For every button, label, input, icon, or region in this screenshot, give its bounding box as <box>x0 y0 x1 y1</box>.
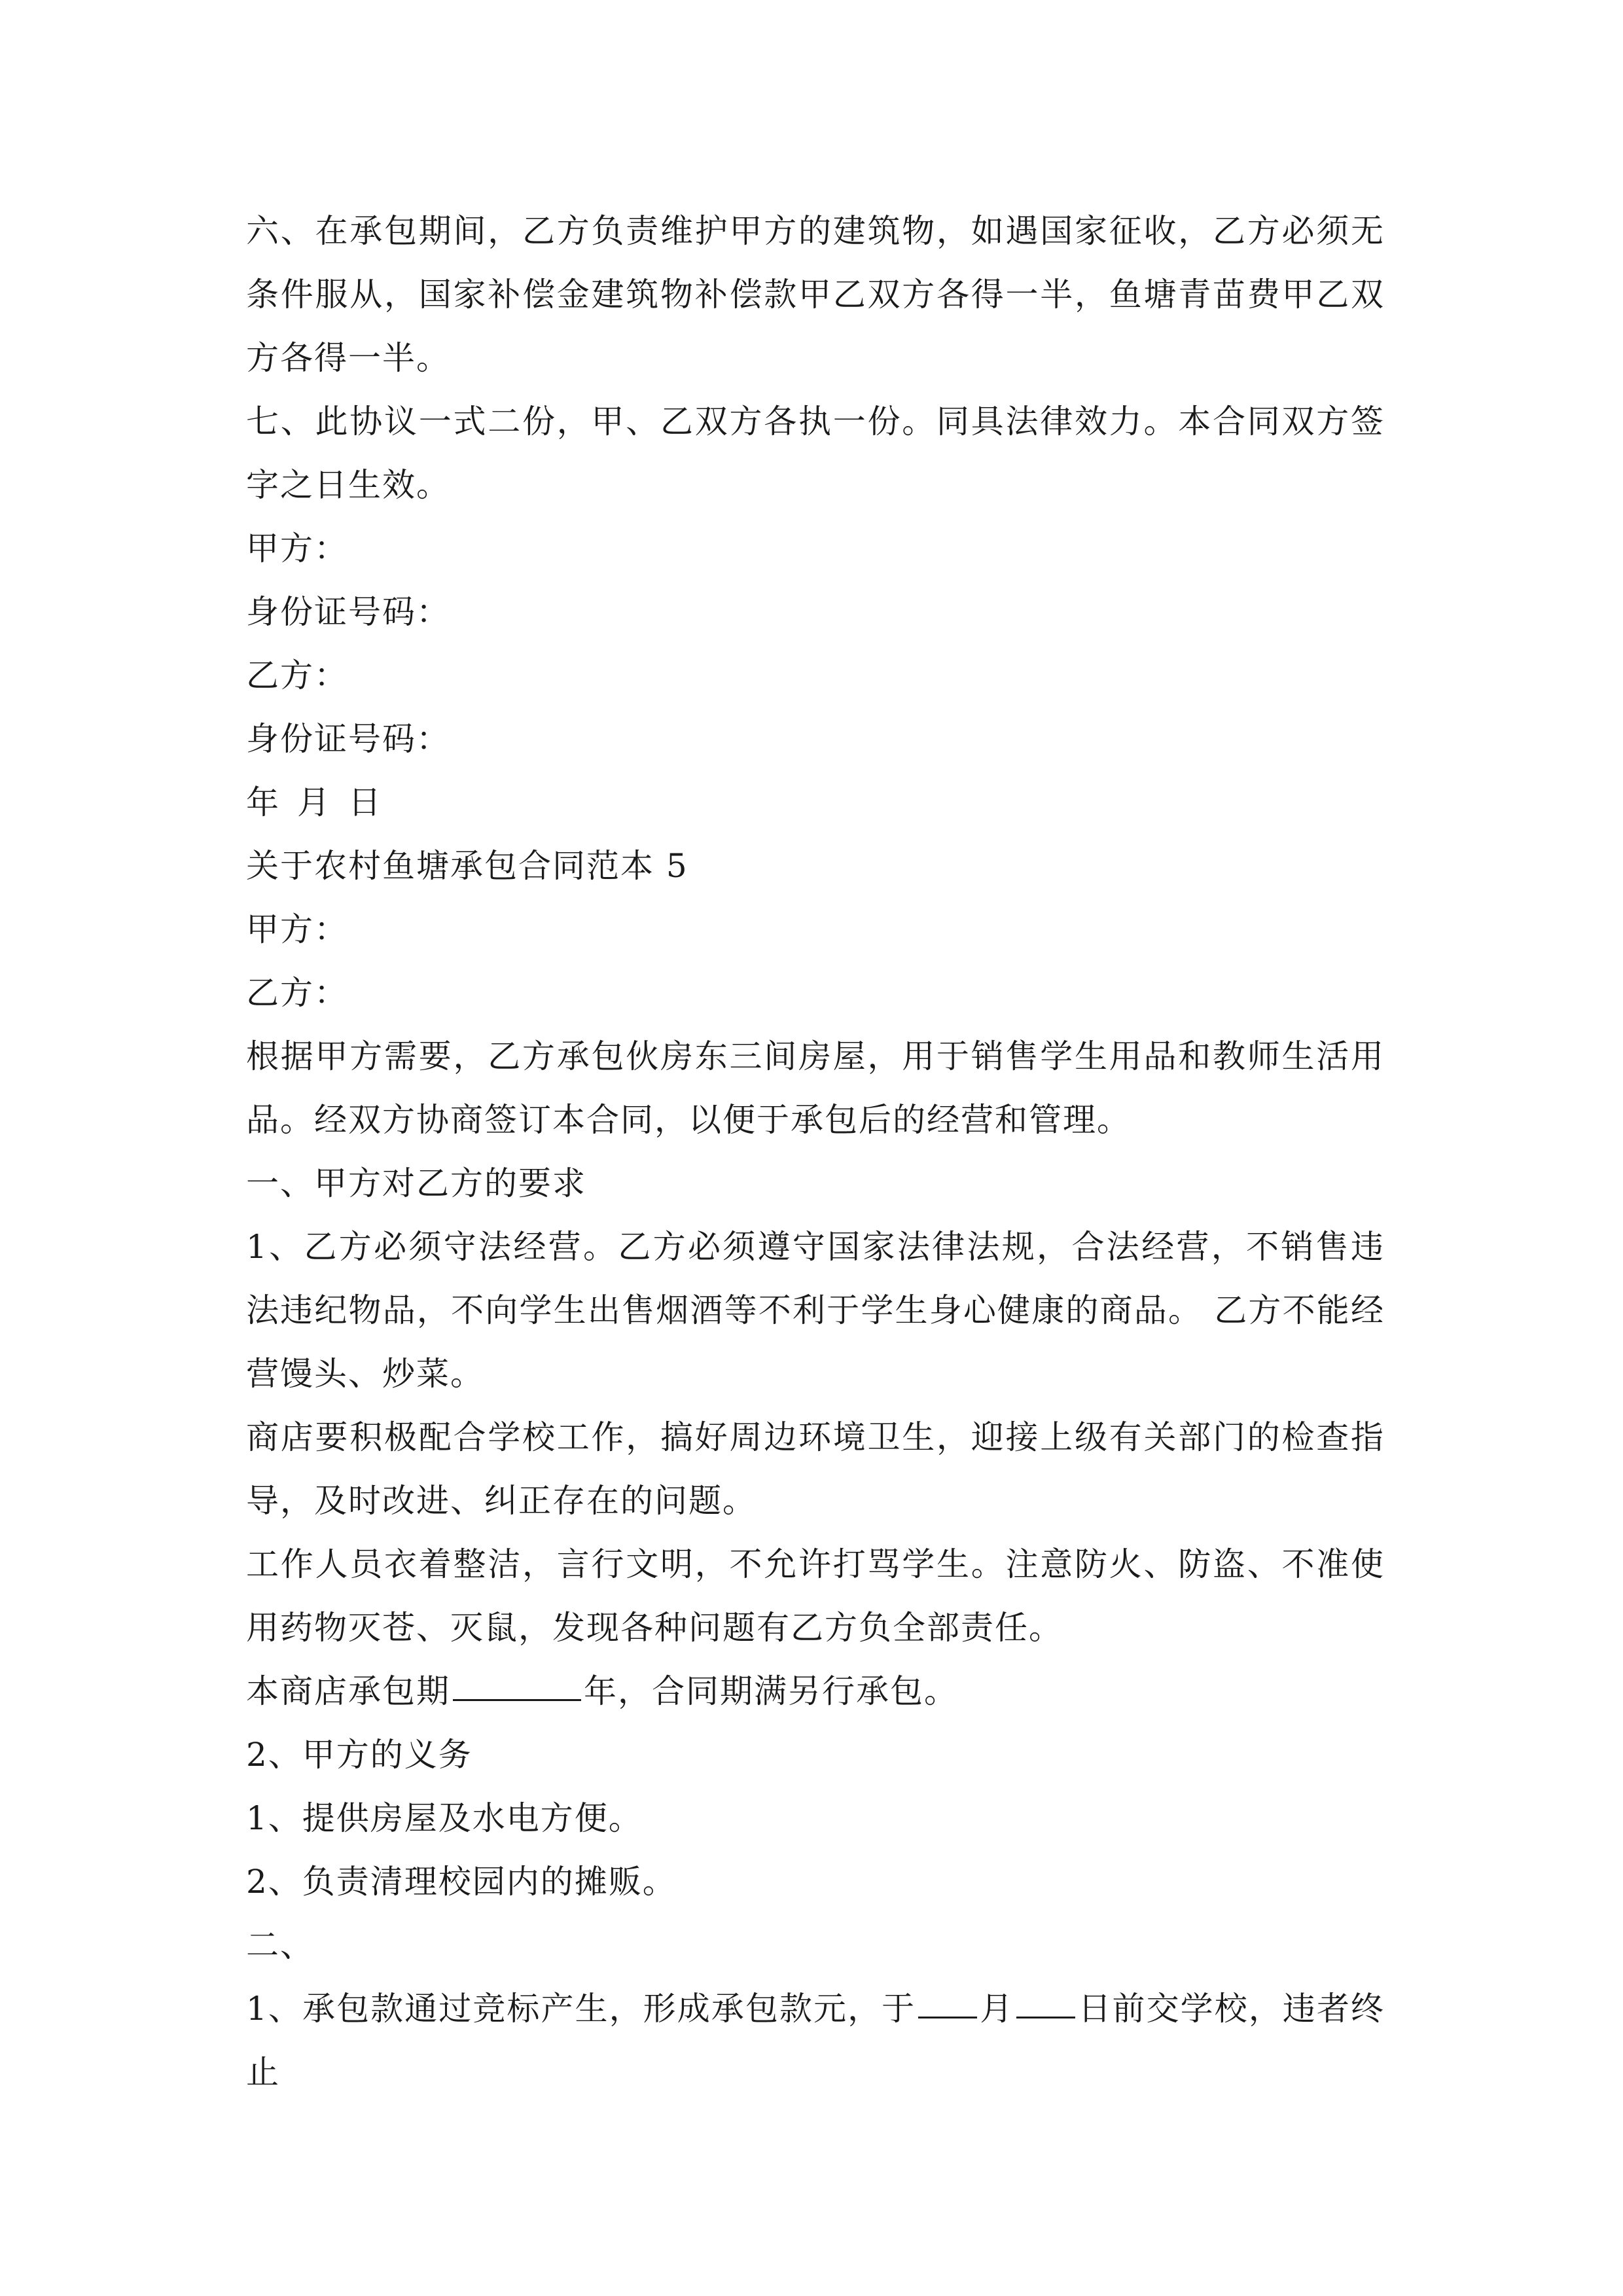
contract-term-line <box>246 1660 1385 1723</box>
date-month-label: 月 <box>297 783 331 821</box>
contract-intro: 根据甲方需要，乙方承包伙房东三间房屋，用于销售学生用品和教师生活用品。经双方协商签订本合同，以便于承包后的经营和管理。 <box>246 1037 1385 1139</box>
document-body <box>246 200 1385 2104</box>
requirement-2: 商店要积极配合学校工作，搞好周边环境卫生，迎接上级有关部门的检查指导，及时改进、纠正存在的问题。 <box>246 1418 1385 1520</box>
payment-day-blank <box>1016 1980 1075 2018</box>
payment-suffix: 日前交学校，违者终止 <box>246 1990 1385 2091</box>
section-1-heading: 一、甲方对乙方的要求 <box>246 1164 586 1202</box>
party-b-label: 乙方： <box>246 974 348 1012</box>
clause-7: 七、此协议一式二份，甲、乙双方各执一份。同具法律效力。本合同双方签字之日生效。 <box>246 403 1385 504</box>
party-a-id-label: 身份证号码： <box>246 593 450 631</box>
requirement-3: 工作人员衣着整洁，言行文明，不允许打骂学生。注意防火、防盗、不准使用药物灭苍、灭鼠，发现各种问题有乙方负全部责任。 <box>246 1545 1385 1647</box>
payment-month-label: 月 <box>980 1990 1014 2028</box>
party-a-label: 甲方： <box>246 910 348 948</box>
term-suffix: 年，合同期满另行承包。 <box>584 1672 958 1710</box>
party-b-id-label: 身份证号码： <box>246 720 450 758</box>
payment-line <box>246 1977 1385 2104</box>
date-year-label: 年 <box>246 783 280 821</box>
party-b-signature-label: 乙方： <box>246 656 348 694</box>
signature-date-line <box>246 771 1385 834</box>
payment-prefix: 1、承包款通过竞标产生，形成承包款元，于 <box>246 1990 916 2028</box>
payment-month-blank <box>918 1980 977 2018</box>
section-3-heading: 二、 <box>246 1926 314 1964</box>
duty-2: 2、负责清理校园内的摊贩。 <box>246 1863 677 1901</box>
duty-1: 1、提供房屋及水电方便。 <box>246 1799 643 1837</box>
section-2-heading: 2、甲方的义务 <box>246 1736 473 1774</box>
party-a-signature-label: 甲方： <box>246 529 348 567</box>
clause-6: 六、在承包期间，乙方负责维护甲方的建筑物，如遇国家征收，乙方必须无条件服从，国家补偿金建筑物补偿款甲乙双方各得一半，鱼塘青苗费甲乙双方各得一半。 <box>246 212 1385 377</box>
term-years-blank <box>453 1662 581 1701</box>
requirement-1: 1、乙方必须守法经营。乙方必须遵守国家法律法规，合法经营，不销售违法违纪物品，不向学生出售烟酒等不利于学生身心健康的商品。 乙方不能经营馒头、炒菜。 <box>246 1228 1385 1393</box>
term-prefix: 本商店承包期 <box>246 1672 450 1710</box>
date-day-label: 日 <box>348 783 382 821</box>
contract-title: 关于农村鱼塘承包合同范本 5 <box>246 847 688 885</box>
